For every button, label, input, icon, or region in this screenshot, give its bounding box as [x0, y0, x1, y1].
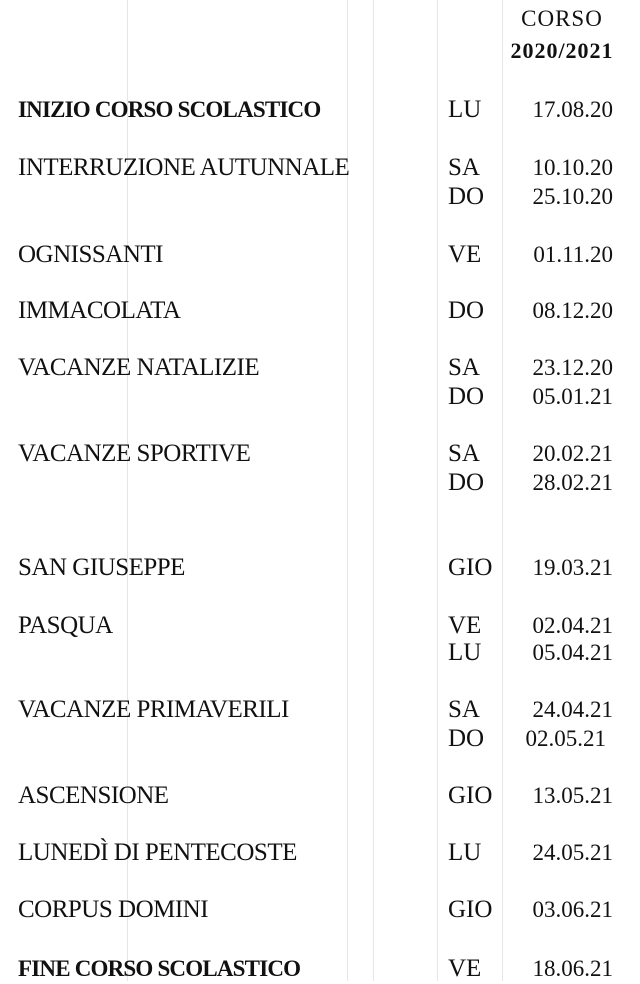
event-label: PASQUA: [18, 612, 113, 639]
table-row: [0, 611, 640, 641]
event-date: 17.08.20: [532, 97, 613, 122]
table-row: [0, 724, 640, 754]
event-label: SAN GIUSEPPE: [18, 554, 185, 581]
weekday: VE: [448, 241, 482, 268]
event-date: 13.05.21: [532, 783, 613, 808]
table-row: [0, 240, 640, 270]
event-label: VACANZE SPORTIVE: [18, 440, 251, 467]
event-date: 03.06.21: [532, 897, 613, 922]
table-row: [0, 895, 640, 925]
weekday: GIO: [448, 782, 493, 809]
table-row: [0, 781, 640, 811]
weekday: DO: [448, 297, 485, 324]
weekday: VE: [448, 612, 482, 639]
table-row: [0, 153, 640, 183]
event-date: 05.01.21: [532, 384, 613, 409]
weekday: DO: [448, 725, 485, 752]
weekday: GIO: [448, 554, 493, 581]
table-row: [0, 695, 640, 725]
weekday: LU: [448, 96, 482, 123]
event-label: LUNEDÌ DI PENTECOSTE: [18, 839, 297, 866]
table-row: [0, 182, 640, 212]
table-row: [0, 296, 640, 326]
table-row: [0, 638, 640, 668]
event-date: 28.02.21: [532, 470, 613, 495]
event-date: 18.06.21: [532, 956, 613, 981]
event-date: 08.12.20: [532, 298, 613, 323]
event-label: OGNISSANTI: [18, 241, 163, 268]
event-date: 02.05.21: [525, 726, 606, 751]
event-date: 02.04.21: [532, 613, 613, 638]
weekday: SA: [448, 354, 480, 381]
event-date: 20.02.21: [532, 441, 613, 466]
weekday: SA: [448, 440, 480, 467]
event-label: IMMACOLATA: [18, 297, 181, 324]
weekday: VE: [448, 955, 482, 982]
weekday: SA: [448, 696, 480, 723]
event-date: 05.04.21: [532, 640, 613, 665]
header-title: CORSO: [521, 6, 603, 31]
header-year: 2020/2021: [510, 38, 614, 63]
event-date: 24.04.21: [532, 697, 613, 722]
table-row: [0, 95, 640, 125]
table-row: [0, 353, 640, 383]
weekday: LU: [448, 839, 482, 866]
event-label: VACANZE PRIMAVERILI: [18, 696, 289, 723]
table-row: [0, 382, 640, 412]
event-label: INIZIO CORSO SCOLASTICO: [18, 97, 321, 122]
table-row: [0, 468, 640, 498]
event-label: CORPUS DOMINI: [18, 896, 209, 923]
event-label: VACANZE NATALIZIE: [18, 354, 260, 381]
table-row: [0, 439, 640, 469]
event-date: 23.12.20: [532, 355, 613, 380]
event-label: FINE CORSO SCOLASTICO: [18, 956, 301, 981]
table-row: [0, 553, 640, 583]
event-label: ASCENSIONE: [18, 782, 169, 809]
event-date: 01.11.20: [533, 242, 613, 267]
event-label: INTERRUZIONE AUTUNNALE: [18, 154, 350, 181]
weekday: DO: [448, 469, 485, 496]
weekday: SA: [448, 154, 480, 181]
event-date: 10.10.20: [532, 155, 613, 180]
weekday: DO: [448, 383, 485, 410]
event-date: 19.03.21: [532, 555, 613, 580]
weekday: GIO: [448, 896, 493, 923]
event-date: 25.10.20: [532, 184, 613, 209]
table-row: [0, 954, 640, 984]
weekday: LU: [448, 639, 482, 666]
table-row: [0, 838, 640, 868]
event-date: 24.05.21: [532, 840, 613, 865]
weekday: DO: [448, 183, 485, 210]
